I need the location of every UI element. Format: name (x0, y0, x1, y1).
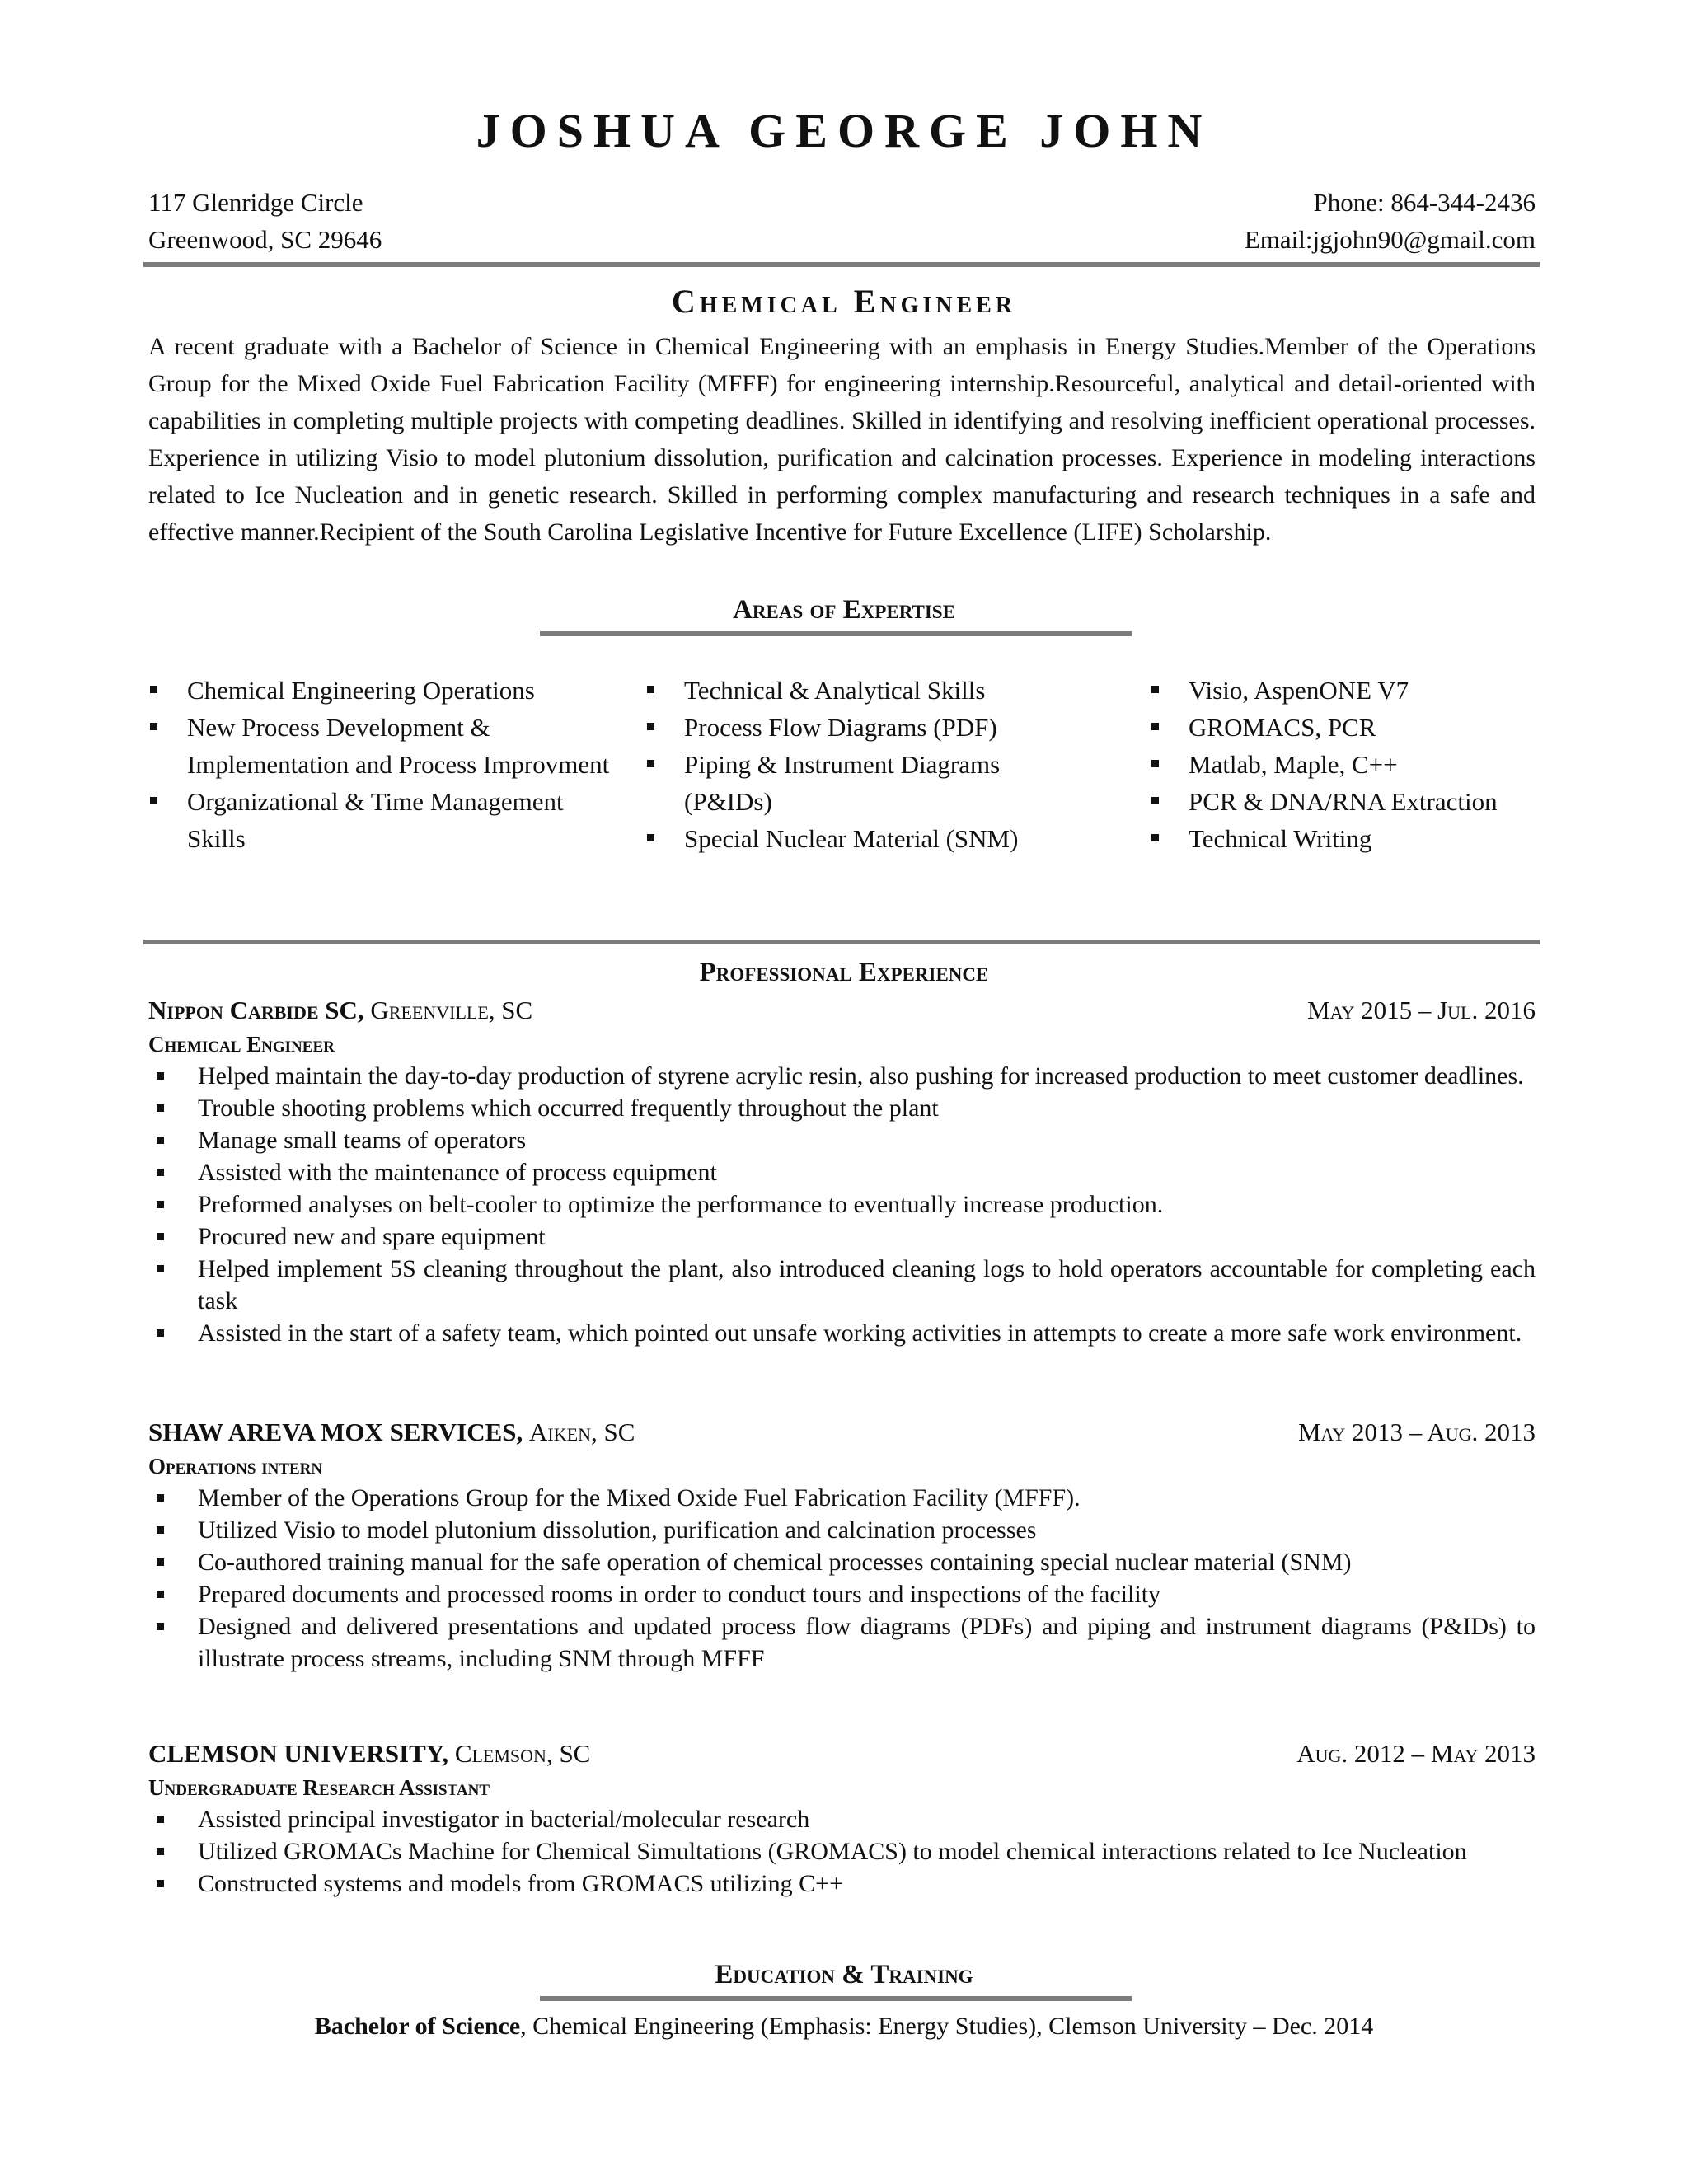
company-name: Nippon Carbide SC, (148, 996, 364, 1024)
education-heading: Education & Training (715, 1960, 973, 1990)
job-role: Operations intern (148, 1454, 323, 1479)
company-name: SHAW AREVA MOX SERVICES, (148, 1418, 523, 1446)
expertise-item: Technical & Analytical Skills (647, 672, 1076, 709)
expertise-column-1 (150, 672, 612, 857)
job-bullet: Constructed systems and models from GROMACS utilizing C++ (148, 1868, 1536, 1900)
job-bullet: Utilized GROMACs Machine for Chemical Simultations (GROMACS) to model chemical interactions related to Ice Nucleation (148, 1835, 1536, 1868)
job-dates: May 2013 – Aug. 2013 (1297, 1418, 1536, 1446)
expertise-item: Technical Writing (1151, 820, 1547, 857)
job-header (148, 1418, 1536, 1451)
company (148, 1418, 635, 1447)
job-bullet: Assisted in the start of a safety team, which pointed out unsafe working activities in attempts to create a more safe work environment. (148, 1317, 1536, 1349)
job-bullet: Manage small teams of operators (148, 1124, 1536, 1156)
expertise-item: Special Nuclear Material (SNM) (647, 820, 1076, 857)
expertise-column-3 (1151, 672, 1547, 857)
job-role: Chemical Engineer (148, 1032, 335, 1057)
education-entry (0, 2013, 1688, 2041)
address-line-1: 117 Glenridge Circle (148, 188, 363, 217)
job-header (148, 996, 1536, 1029)
job-title: Chemical Engineer (671, 283, 1017, 320)
phone-number: Phone: 864-344-2436 (1313, 188, 1536, 217)
degree-name: Bachelor of Science (314, 2013, 521, 2040)
job-bullet: Trouble shooting problems which occurred frequently throughout the plant (148, 1092, 1536, 1124)
address-line-2: Greenwood, SC 29646 (148, 225, 382, 254)
job-bullets (148, 1482, 1536, 1675)
expertise-item: Organizational & Time Management Skills (150, 783, 612, 857)
job-bullet: Prepared documents and processed rooms in order to conduct tours and inspections of the facility (148, 1578, 1536, 1610)
degree-detail: , Chemical Engineering (Emphasis: Energy Studies), Clemson University – Dec. 2014 (520, 2013, 1374, 2040)
summary-paragraph: A recent graduate with a Bachelor of Science in Chemical Engineering with an emphasis in Energy Studies.Member of the Operations Group for the Mixed Oxide Fuel Fabrication Facility (MFFF) for engineering internship.Resourceful, analytical and detail-oriented with capabilities in completing multiple projects with competing deadlines. Skilled in identifying and resolving inefficient operational processes. Experience in utilizing Visio to model plutonium dissolution, purification and calcination processes. Experience in modeling interactions related to Ice Nucleation and in genetic research. Skilled in performing complex manufacturing and research techniques in a safe and effective manner.Recipient of the South Carolina Legislative Incentive for Future Excellence (LIFE) Scholarship. (148, 333, 1536, 546)
job-entry (148, 1739, 1536, 1900)
job-bullet: Designed and delivered presentations and updated process flow diagrams (PDFs) and piping and instrument diagrams (P&IDs) to illustrate process streams, including SNM through MFFF (148, 1610, 1536, 1675)
job-bullet: Co-authored training manual for the safe operation of chemical processes containing special nuclear material (SNM) (148, 1546, 1536, 1578)
job-dates: May 2015 – Jul. 2016 (1307, 996, 1536, 1024)
expertise-item: PCR & DNA/RNA Extraction (1151, 783, 1547, 820)
job-bullet: Utilized Visio to model plutonium dissolution, purification and calcination processes (148, 1514, 1536, 1546)
company (148, 996, 532, 1025)
job-bullet: Assisted with the maintenance of process equipment (148, 1156, 1536, 1188)
expertise-item: New Process Development & Implementation and Process Improvment (150, 709, 612, 783)
job-dates: Aug. 2012 – May 2013 (1296, 1739, 1536, 1768)
company-location: Aiken, SC (529, 1418, 635, 1446)
job-bullet: Assisted principal investigator in bacterial/molecular research (148, 1803, 1536, 1835)
expertise-item: Matlab, Maple, C++ (1151, 746, 1547, 783)
candidate-name: JOSHUA GEORGE JOHN (476, 104, 1212, 157)
header-divider (143, 262, 1540, 267)
job-entry (148, 996, 1536, 1349)
expertise-heading: Areas of Expertise (733, 595, 955, 625)
job-bullets (148, 1060, 1536, 1349)
job-header (148, 1739, 1536, 1772)
company-location: Clemson, SC (454, 1739, 591, 1768)
education-underline (540, 1996, 1132, 2001)
expertise-item: Piping & Instrument Diagrams (P&IDs) (647, 746, 1076, 820)
expertise-item: Process Flow Diagrams (PDF) (647, 709, 1076, 746)
job-bullets (148, 1803, 1536, 1900)
job-role: Undergraduate Research Assistant (148, 1775, 490, 1800)
job-entry (148, 1418, 1536, 1675)
expertise-underline (540, 631, 1132, 636)
job-bullet: Procured new and spare equipment (148, 1221, 1536, 1253)
expertise-item: Visio, AspenONE V7 (1151, 672, 1547, 709)
experience-heading: Professional Experience (699, 958, 989, 987)
expertise-item: Chemical Engineering Operations (150, 672, 612, 709)
experience-divider (143, 940, 1540, 944)
job-bullet: Preformed analyses on belt-cooler to optimize the performance to eventually increase production. (148, 1188, 1536, 1221)
company (148, 1739, 590, 1769)
job-bullet: Helped maintain the day-to-day production of styrene acrylic resin, also pushing for increased production to meet customer deadlines. (148, 1060, 1536, 1092)
company-location: Greenville, SC (370, 996, 533, 1024)
company-name: CLEMSON UNIVERSITY, (148, 1739, 449, 1768)
expertise-item: GROMACS, PCR (1151, 709, 1547, 746)
job-bullet: Helped implement 5S cleaning throughout the plant, also introduced cleaning logs to hold operators accountable for completing each task (148, 1253, 1536, 1317)
expertise-column-2 (647, 672, 1076, 857)
job-bullet: Member of the Operations Group for the Mixed Oxide Fuel Fabrication Facility (MFFF). (148, 1482, 1536, 1514)
email-address: Email:jgjohn90@gmail.com (1244, 225, 1536, 254)
